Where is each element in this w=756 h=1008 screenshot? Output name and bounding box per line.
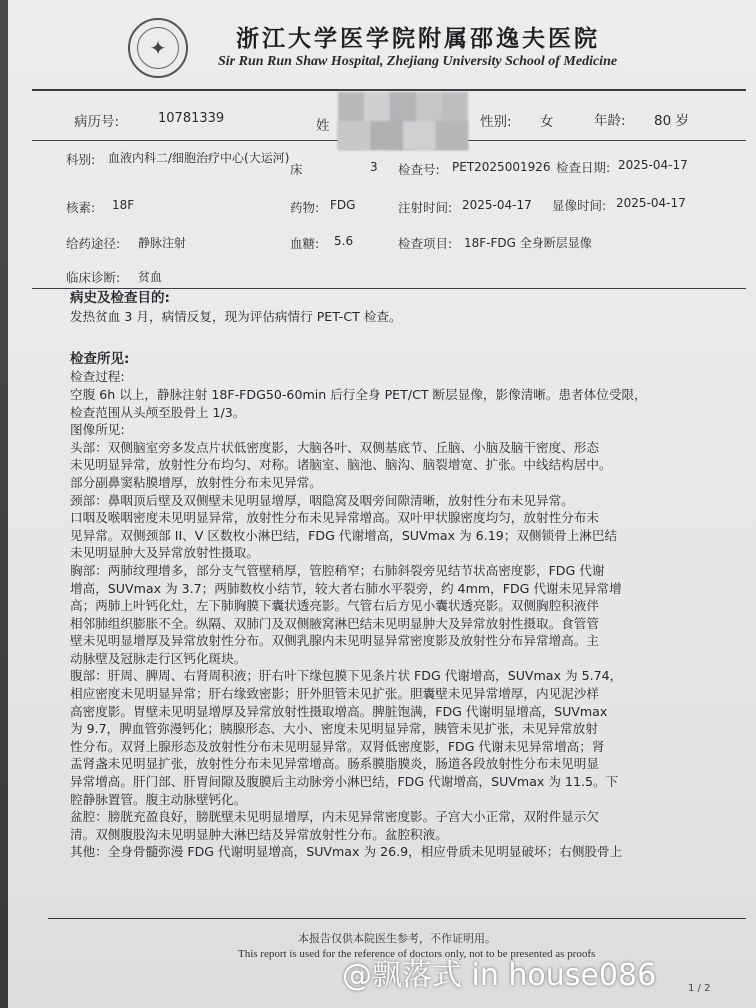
imaging-time-value: 2025-04-17	[616, 196, 686, 210]
hospital-name-cn: 浙江大学医学院附属邵逸夫医院	[236, 25, 600, 52]
finding-line: 高；两肺上叶钙化灶，左下肺胸膜下囊状透亮影。气管右后方见小囊状透亮影。双侧胸腔积液伴	[70, 598, 599, 614]
bed-label: 床	[290, 162, 303, 177]
diagnosis-label: 临床诊断:	[66, 270, 121, 285]
finding-line: 部分副鼻窦粘膜增厚，放射性分布未见异常。	[70, 474, 322, 490]
body-divider	[32, 288, 746, 289]
exam-item-value: 18F-FDG 全身断层显像	[464, 236, 592, 250]
record-no-label: 病历号:	[74, 114, 120, 130]
exam-date-label: 检查日期:	[556, 160, 611, 175]
watermark-text: @飘落式 in house086	[342, 958, 657, 993]
seal-emblem-icon: ✦	[137, 27, 179, 69]
history-text: 发热贫血 3 月，病情反复，现为评估病情行 PET-CT 检查。	[70, 308, 402, 324]
drug-value: FDG	[330, 198, 356, 212]
finding-line: 其他：全身骨髓弥漫 FDG 代谢明显增高，SUVmax 为 26.9，相应骨质未见明显破坏；右侧股骨上	[70, 844, 623, 860]
finding-line: 性分布。双肾上腺形态及放射性分布未见明显异常。双肾低密度影，FDG 代谢未见异常增高；肾	[70, 738, 605, 754]
finding-line: 颈部：鼻咽顶后壁及双侧壁未见明显增厚，咽隐窝及咽旁间隙清晰，放射性分布未见异常。	[70, 492, 574, 508]
imaging-time-label: 显像时间:	[552, 198, 607, 213]
age-label: 年龄:	[594, 113, 626, 129]
exam-no-value: PET2025001926	[452, 160, 551, 174]
hospital-seal-icon	[128, 18, 188, 78]
header-divider	[32, 89, 746, 91]
inject-time-value: 2025-04-17	[462, 198, 532, 212]
finding-line: 高密度影。胃壁未见明显增厚及异常放射性摄取增高。脾脏饱满，FDG 代谢明显增高，SUVmax	[70, 703, 608, 719]
nuclide-label: 核素:	[66, 200, 96, 215]
age-value: 80 岁	[654, 113, 689, 129]
report-body	[70, 290, 720, 861]
hospital-name-en: Sir Run Run Shaw Hospital, Zhejiang University School of Medicine	[218, 54, 618, 69]
finding-line: 为 9.7，脾血管弥漫钙化；胰腺形态、大小、密度未见明显异常，胰管未见扩张，未见异常放射	[70, 721, 598, 737]
finding-line: 增高，SUVmax 为 3.7；两肺数枚小结节，较大者右肺水平裂旁，约 4mm，FDG 代谢未见异常增	[70, 580, 622, 596]
dept-label: 科别:	[66, 152, 96, 167]
exam-date-value: 2025-04-17	[618, 158, 688, 172]
glucose-label: 血糖:	[290, 236, 320, 251]
history-title: 病史及检查目的:	[70, 290, 170, 306]
bed-value: 3	[370, 160, 378, 174]
finding-line: 相应密度未见明显异常；肝右缘致密影；肝外胆管未见扩张。胆囊壁未见异常增厚，内见泥沙样	[70, 686, 599, 702]
image-title: 图像所见:	[70, 422, 125, 438]
finding-line: 腹部：肝周、脾周、右肾周积液；肝右叶下缘包膜下见条片状 FDG 代谢增高，SUVmax 为 5.74，	[70, 668, 623, 684]
drug-label: 药物:	[290, 200, 320, 215]
footer-divider	[48, 918, 746, 919]
finding-line: 见异常。双侧颈部 II、V 区数枚小淋巴结，FDG 代谢增高，SUVmax 为 6.19；双侧锁骨上淋巴结	[70, 527, 618, 543]
exam-item-label: 检查项目:	[398, 236, 453, 251]
footer-note-en: This report is used for the reference of doctors only, not to be presented as proofs	[238, 948, 596, 960]
finding-line: 盂肾盏未见明显扩张，放射性分布未见异常增高。肠系膜脂膜炎，肠道各段放射性分布未见明显	[70, 756, 599, 772]
process-line-1: 空腹 6h 以上，静脉注射 18F-FDG50-60min 后行全身 PET/CT 断层显像，影像清晰。患者体位受限，	[70, 386, 647, 402]
name-label: 姓	[316, 118, 330, 134]
findings-title: 检查所见:	[70, 350, 130, 367]
finding-line: 未见明显异常，放射性分布均匀、对称。诸脑室、脑池、脑沟、脑裂增宽、扩张。中线结构居中。	[70, 457, 612, 473]
gender-value: 女	[540, 114, 554, 130]
route-value: 静脉注射	[138, 236, 187, 250]
finding-line: 盆腔：膀胱充盈良好，膀胱壁未见明显增厚，内未见异常密度影。子宫大小正常，双附件显示欠	[70, 809, 599, 825]
route-label: 给药途径:	[66, 236, 121, 251]
record-no-value: 10781339	[158, 111, 225, 126]
finding-line: 胸部：两肺纹理增多，部分支气管壁稍厚，管腔稍窄；右肺斜裂旁见结节状高密度影，FDG 代谢	[70, 562, 605, 578]
exam-no-label: 检查号:	[398, 162, 440, 177]
finding-line: 腔静脉置管。腹主动脉壁钙化。	[70, 791, 247, 807]
gender-label: 性别:	[480, 114, 512, 130]
finding-line: 相邻肺组织膨胀不全。纵隔、双肺门及双侧腋窝淋巴结未见明显肿大及异常放射性摄取。食管管	[70, 615, 599, 631]
inject-time-label: 注射时间:	[398, 200, 453, 215]
finding-line: 清。双侧腹股沟未见明显肿大淋巴结及异常放射性分布。盆腔积液。	[70, 826, 448, 842]
redaction-block-lower	[338, 121, 468, 150]
report-paper	[8, 0, 756, 1008]
finding-line: 未见明显肿大及异常放射性摄取。	[70, 545, 259, 561]
glucose-value: 5.6	[334, 234, 354, 248]
footer-note-cn: 本报告仅供本院医生参考，不作证明用。	[298, 932, 496, 945]
diagnosis-value: 贫血	[138, 270, 163, 284]
page-number: 1 / 2	[688, 983, 711, 994]
process-line-2: 检查范围从头颅至股骨上 1/3。	[70, 404, 246, 420]
report-header	[128, 14, 728, 84]
finding-line: 异常增高。肝门部、肝胃间隙及腹膜后主动脉旁小淋巴结，FDG 代谢增高，SUVmax 为 11.5。下	[70, 774, 619, 790]
finding-line: 动脉壁及冠脉走行区钙化斑块。	[70, 650, 247, 666]
dept-value: 血液内科二/细胞治疗中心(大运河)	[108, 151, 290, 165]
finding-line: 壁未见明显增厚及异常放射性分布。双侧乳腺内未见明显异常密度影及放射性分布异常增高。主	[70, 633, 599, 649]
finding-line: 口咽及喉咽密度未见明显异常，放射性分布未见异常增高。双叶甲状腺密度均匀，放射性分布未	[70, 510, 599, 526]
process-title: 检查过程:	[70, 369, 125, 385]
finding-line: 头部：双侧脑室旁多发点片状低密度影，大脑各叶、双侧基底节、丘脑、小脑及脑干密度、形态	[70, 439, 599, 455]
nuclide-value: 18F	[112, 198, 135, 212]
